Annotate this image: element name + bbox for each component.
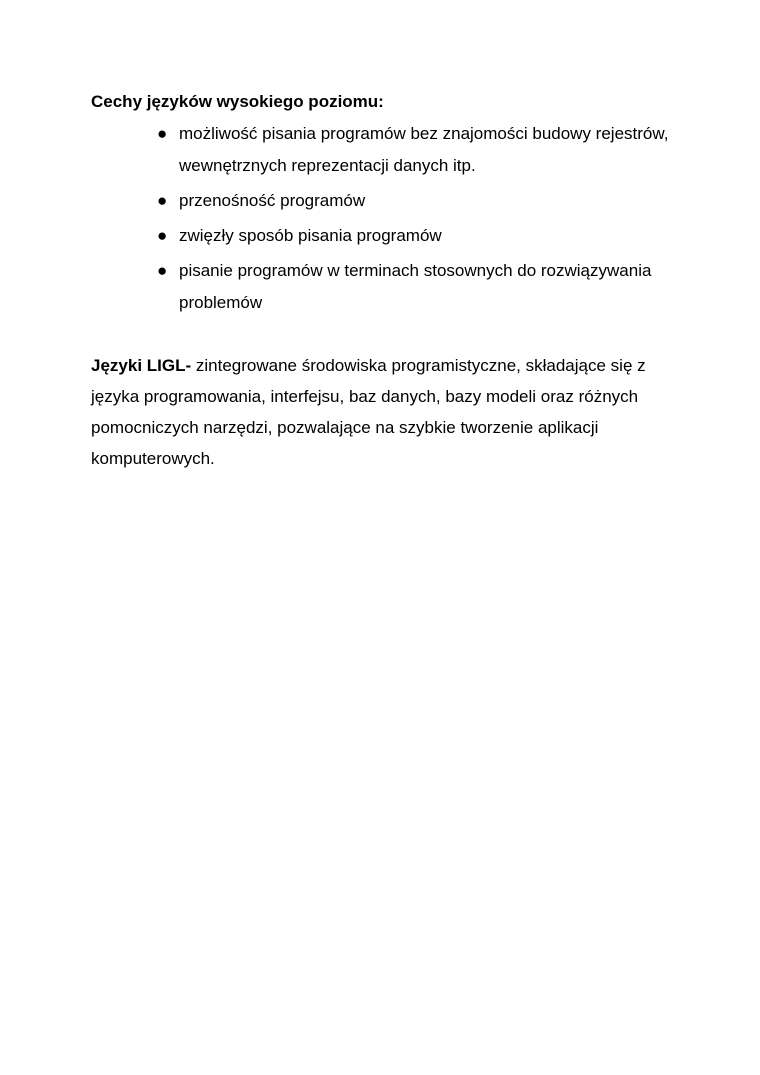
bullet-icon: ● [157, 191, 168, 210]
list-item-text: przenośność programów [179, 191, 366, 210]
list-item [157, 185, 671, 217]
definition-term: Języki LIGL- [91, 356, 192, 375]
document-page [91, 88, 671, 491]
list-item-text: zwięzły sposób pisania programów [179, 226, 442, 245]
feature-list [91, 118, 671, 319]
definition-paragraph [91, 350, 663, 474]
section-heading: Cechy języków wysokiego poziomu: [91, 92, 384, 111]
list-item [157, 255, 671, 319]
list-item-text: pisanie programów w terminach stosownych do rozwiązywania problemów [179, 261, 652, 312]
bullet-icon: ● [157, 261, 168, 280]
list-item-text: możliwość pisania programów bez znajomości budowy rejestrów, wewnętrznych reprezentacji danych itp. [179, 124, 669, 175]
definition-text: zintegrowane środowiska programistyczne, składające się z języka programowania, interfejsu, baz danych, bazy modeli oraz różnych pomocniczych narzędzi, pozwalające na szybkie tworzenie aplikacji komputerowych. [91, 356, 646, 468]
list-item [157, 118, 671, 182]
list-item [157, 220, 671, 252]
bullet-icon: ● [157, 226, 168, 245]
bullet-icon: ● [157, 124, 168, 143]
